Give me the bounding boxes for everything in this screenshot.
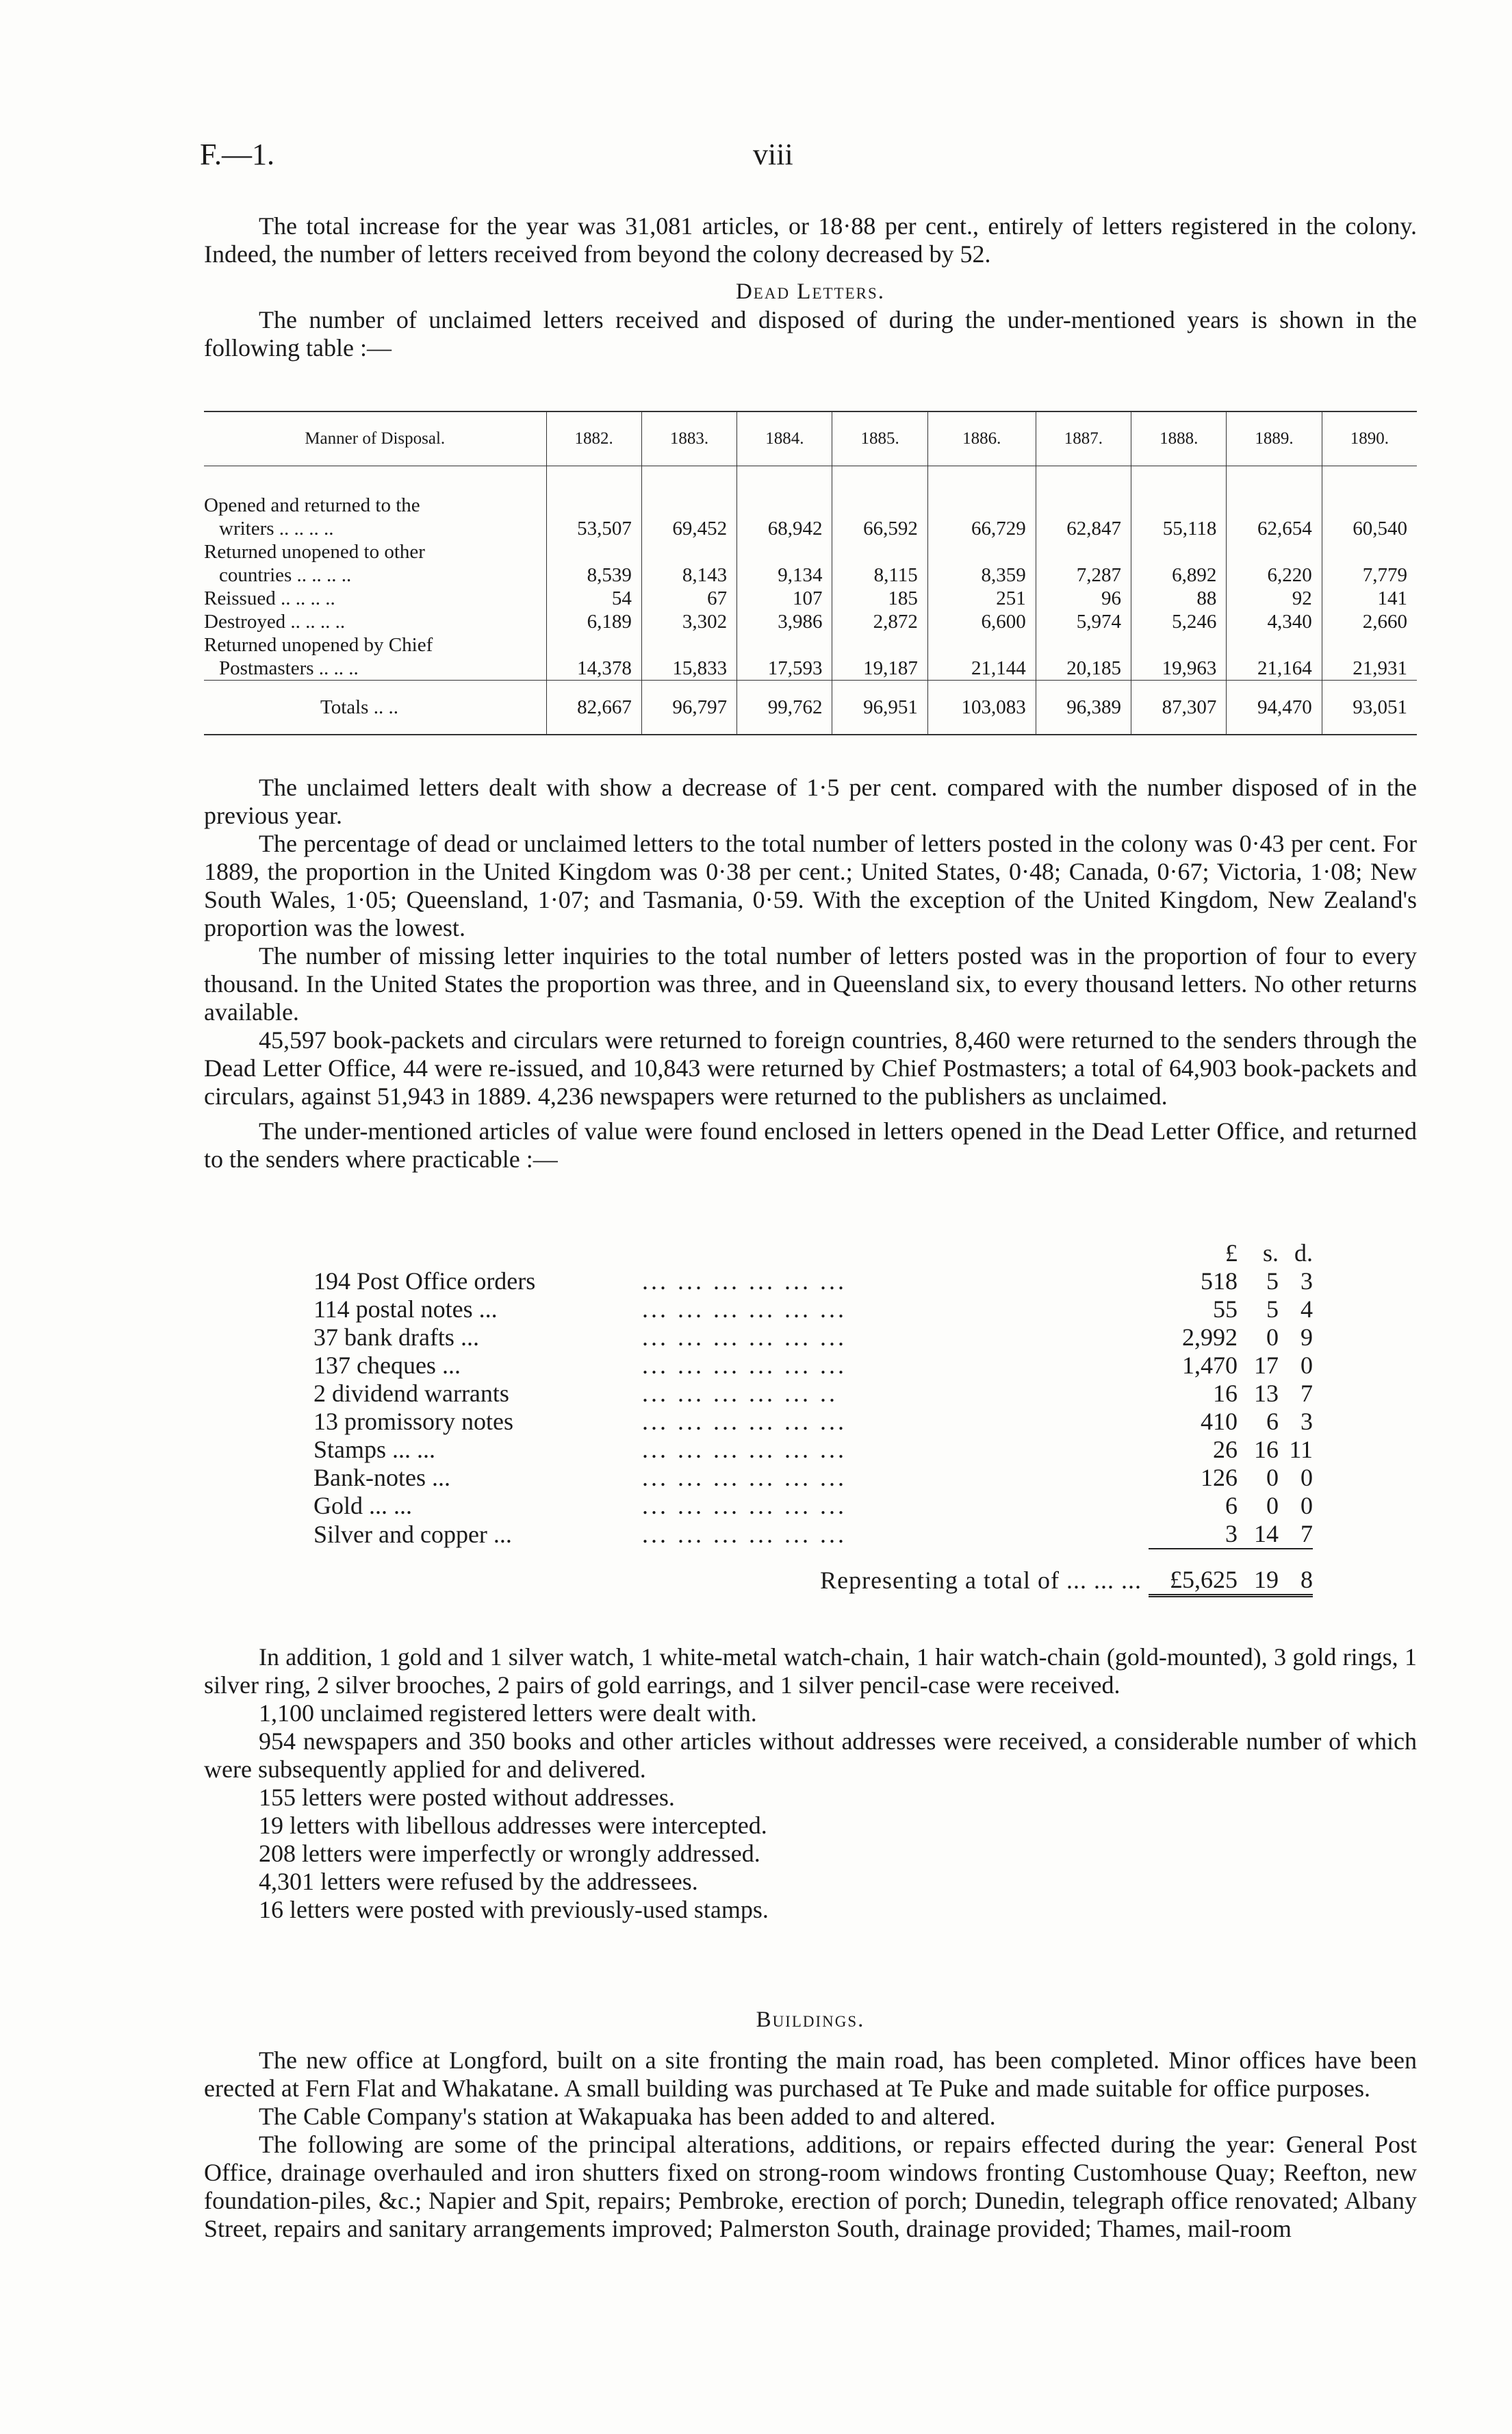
cell: 62,847: [1036, 494, 1131, 540]
paragraph: The percentage of dead or unclaimed letters to the total number of letters posted in the colony was 0·43 per cent. For 1889, the proportion in the United Kingdom was 0·38 per cent.; United States, 0·48; Canada, 0·67; Victoria, 1·08; New South Wales, 1·05; Queensland, 1·07; and Tasmania, 0·59. With the exception of the United Kingdom, New Zealand's proportion was the lowest.: [204, 830, 1417, 941]
list-item: 114 postal notes ... ... ... ... ... ... ... 55 5 4: [313, 1295, 1313, 1323]
column-header-year: 1886.: [927, 411, 1036, 466]
paragraph: 16 letters were posted with previously-used stamps.: [259, 1896, 769, 1923]
cell: 68,942: [737, 494, 832, 540]
cell: 6,189: [546, 610, 641, 633]
paragraph: 19 letters with libellous addresses were intercepted.: [259, 1812, 767, 1839]
cell: 8,359: [927, 540, 1036, 587]
paragraph: The unclaimed letters dealt with show a decrease of 1·5 per cent. compared with the number disposed of in the previous year.: [204, 774, 1417, 829]
column-header-year: 1890.: [1322, 411, 1417, 466]
units-row: [313, 1239, 1313, 1267]
buildings-section: [204, 2006, 1417, 2243]
cell: 5,974: [1036, 610, 1131, 633]
pound-unit: £: [1225, 1239, 1238, 1267]
total-cell: 93,051: [1322, 681, 1417, 735]
paragraph: The number of missing letter inquiries to the total number of letters posted was in the proportion of four to every thousand. In the United States the proportion was three, and in Queensland six, to every thousand letters. No other returns available.: [204, 942, 1417, 1026]
cell: 8,115: [832, 540, 927, 587]
cell: 60,540: [1322, 494, 1417, 540]
cell: 96: [1036, 587, 1131, 610]
column-header-year: 1884.: [737, 411, 832, 466]
cell: 53,507: [546, 494, 641, 540]
list-item: 2 dividend warrants ... ... ... ... ... .. 16 13 7: [313, 1380, 1313, 1407]
cell: 92: [1227, 587, 1322, 610]
paragraph: 954 newspapers and 350 books and other articles without addresses were received, a considerable number of which were subsequently applied for and delivered.: [204, 1727, 1417, 1783]
total-pence: 8: [1279, 1549, 1313, 1596]
intro-section: [204, 212, 1417, 362]
intro-paragraph: The total increase for the year was 31,081 articles, or 18·88 per cent., entirely of letters registered in the colony. Indeed, the number of letters received from beyond the colony decreased by 52.: [204, 212, 1417, 268]
cell: 21,144: [927, 633, 1036, 681]
cell: 8,539: [546, 540, 641, 587]
total-shillings: 19: [1238, 1549, 1279, 1596]
cell: 21,931: [1322, 633, 1417, 681]
list-item: 13 promissory notes ... ... ... ... ... ... 410 6 3: [313, 1408, 1313, 1435]
cell: 2,872: [832, 610, 927, 633]
column-header-year: 1889.: [1227, 411, 1322, 466]
cell: 4,340: [1227, 610, 1322, 633]
paragraph: The following are some of the principal alterations, additions, or repairs effected during the year: General Post Office, drainage overhauled and iron shutters fixed on strong-room windows fronting Customhouse Quay; Reefton, new foundation-piles, &c.; Napier and Spit, repairs; Pembroke, erection of porch; Dunedin, telegraph office renovated; Albany Street, repairs and sanitary arrangements improved; Palmerston South, drainage provided; Thames, mail-room: [204, 2131, 1417, 2242]
table-header-row: [204, 411, 1417, 466]
table-row: [204, 540, 1417, 587]
paragraph: The under-mentioned articles of value were found enclosed in letters opened in the Dead Letter Office, and returned to the senders where practicable :—: [204, 1117, 1417, 1173]
row-label: Opened and returned to the writers .. .. .. ..: [204, 494, 420, 540]
page-number: viii: [753, 138, 793, 171]
cell: 6,220: [1227, 540, 1322, 587]
totals-label: Totals .. ..: [320, 696, 398, 718]
cell: 5,246: [1131, 610, 1227, 633]
cell: 185: [832, 587, 927, 610]
table-intro: The number of unclaimed letters received and disposed of during the under-mentioned years is shown in the following table :—: [204, 306, 1417, 362]
paragraph: 155 letters were posted without addresses.: [259, 1784, 675, 1811]
total-cell: 96,389: [1036, 681, 1131, 735]
list-item: Bank-notes ... ... ... ... ... ... ... 126 0 0: [313, 1464, 1313, 1491]
cell: 66,592: [832, 494, 927, 540]
cell: 66,729: [927, 494, 1036, 540]
list-item: Gold ... ... ... ... ... ... ... ... 6 0 0: [313, 1492, 1313, 1519]
total-pounds: £5,625: [1149, 1549, 1238, 1596]
paragraph: In addition, 1 gold and 1 silver watch, 1 white-metal watch-chain, 1 hair watch-chain (gold-mounted), 3 gold rings, 1 silver ring, 2 silver brooches, 2 pairs of gold earrings, and 1 silver pencil-case were received.: [204, 1643, 1417, 1699]
cell: 251: [927, 587, 1036, 610]
disposal-table-wrap: [204, 411, 1417, 735]
page-reference: F.—1.: [200, 138, 274, 171]
cell: 88: [1131, 587, 1227, 610]
cell: 6,892: [1131, 540, 1227, 587]
paragraph: The new office at Longford, built on a site fronting the main road, has been completed. Minor offices have been erected at Fern Flat and Whakatane. A small building was purchased at Te Puke and made suitable for office purposes.: [204, 2046, 1417, 2102]
cell: 55,118: [1131, 494, 1227, 540]
cell: 8,143: [641, 540, 736, 587]
shilling-unit: s.: [1262, 1239, 1279, 1267]
cell: 107: [737, 587, 832, 610]
paragraph: 208 letters were imperfectly or wrongly addressed.: [259, 1840, 760, 1867]
disposal-table: [204, 411, 1417, 735]
paragraph: 1,100 unclaimed registered letters were dealt with.: [259, 1699, 757, 1727]
valuables-table: [313, 1239, 1313, 1597]
cell: 2,660: [1322, 610, 1417, 633]
cell: 19,963: [1131, 633, 1227, 681]
list-item: 137 cheques ... ... ... ... ... ... ... 1,470 17 0: [313, 1352, 1313, 1379]
column-header-year: 1888.: [1131, 411, 1227, 466]
total-cell: 99,762: [737, 681, 832, 735]
total-cell: 103,083: [927, 681, 1036, 735]
table-row: [204, 587, 1417, 610]
totals-row: [204, 681, 1417, 735]
cell: 14,378: [546, 633, 641, 681]
cell: 15,833: [641, 633, 736, 681]
column-header-manner: Manner of Disposal.: [305, 429, 446, 448]
column-header-year: 1883.: [641, 411, 736, 466]
cell: 3,302: [641, 610, 736, 633]
total-cell: 82,667: [546, 681, 641, 735]
table-row: [204, 494, 1417, 540]
total-cell: 87,307: [1131, 681, 1227, 735]
valuables-total-row: [313, 1549, 1313, 1596]
cell: 69,452: [641, 494, 736, 540]
valuables-section: [204, 1239, 1417, 1597]
paragraph: 4,301 letters were refused by the addressees.: [259, 1868, 698, 1895]
cell: 7,779: [1322, 540, 1417, 587]
column-header-year: 1887.: [1036, 411, 1131, 466]
cell: 141: [1322, 587, 1417, 610]
cell: 54: [546, 587, 641, 610]
row-label: Returned unopened by Chief Postmasters .. .. ..: [204, 634, 433, 679]
total-label: Representing a total of ... ... ...: [820, 1566, 1142, 1594]
buildings-heading: Buildings.: [756, 2007, 865, 2032]
list-item: 194 Post Office orders ... ... ... ... ... ... 518 5 3: [313, 1267, 1313, 1295]
total-cell: 94,470: [1227, 681, 1322, 735]
cell: 67: [641, 587, 736, 610]
cell: 20,185: [1036, 633, 1131, 681]
cell: 9,134: [737, 540, 832, 587]
additional-notes: [204, 1643, 1417, 1924]
paragraph: 45,597 book-packets and circulars were returned to foreign countries, 8,460 were returned to the senders through the Dead Letter Office, 44 were re-issued, and 10,843 were returned by Chief Postmasters; a total of 64,903 book-packets and circulars, against 51,943 in 1889. 4,236 newspapers were returned to the publishers as unclaimed.: [204, 1026, 1417, 1110]
dead-letters-heading: Dead Letters.: [735, 279, 886, 304]
paragraph: The Cable Company's station at Wakapuaka has been added to and altered.: [259, 2103, 996, 2130]
row-label: Reissued .. .. .. ..: [204, 587, 335, 609]
list-item: 37 bank drafts ... ... ... ... ... ... ... 2,992 0 9: [313, 1323, 1313, 1351]
dead-letters-paragraphs: [204, 774, 1417, 1174]
pence-unit: d.: [1294, 1239, 1313, 1267]
row-label: Returned unopened to other countries .. .. .. ..: [204, 541, 425, 586]
table-row: [204, 633, 1417, 681]
table-row: [204, 610, 1417, 633]
list-item: Stamps ... ... ... ... ... ... ... ... 26 16 11: [313, 1436, 1313, 1463]
cell: 21,164: [1227, 633, 1322, 681]
column-header-year: 1882.: [546, 411, 641, 466]
total-cell: 96,797: [641, 681, 736, 735]
cell: 19,187: [832, 633, 927, 681]
cell: 3,986: [737, 610, 832, 633]
cell: 62,654: [1227, 494, 1322, 540]
cell: 17,593: [737, 633, 832, 681]
column-header-year: 1885.: [832, 411, 927, 466]
row-label: Destroyed .. .. .. ..: [204, 611, 346, 633]
list-item: Silver and copper ... ... ... ... ... ... ... 3 14 7: [313, 1520, 1313, 1548]
cell: 7,287: [1036, 540, 1131, 587]
total-cell: 96,951: [832, 681, 927, 735]
cell: 6,600: [927, 610, 1036, 633]
